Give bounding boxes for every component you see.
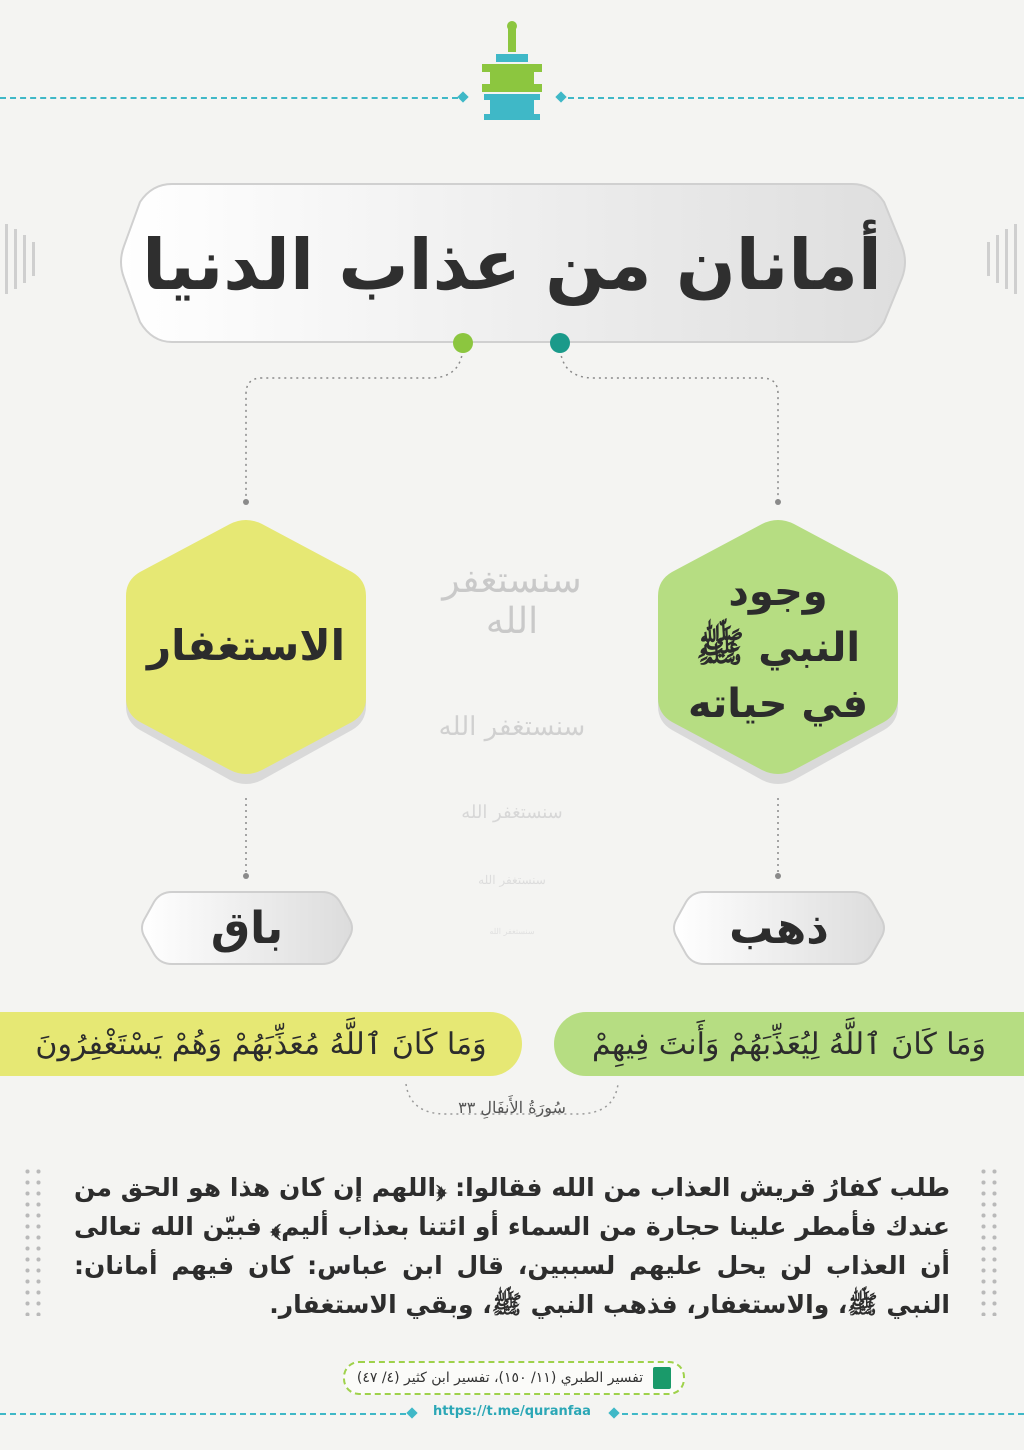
right-hexagon-label xyxy=(652,560,904,736)
footer-divider-left xyxy=(0,1413,406,1415)
center-watermark xyxy=(430,540,594,960)
source-reference xyxy=(343,1361,685,1395)
header-divider-right xyxy=(568,97,1024,99)
watermark-3: سنستغفر الله xyxy=(461,802,563,823)
verse-left-text: وَمَا كَانَ ٱللَّهُ مُعَذِّبَهُمْ وَهُمْ يَسْتَغْفِرُونَ xyxy=(35,1026,487,1062)
connector-dot-right xyxy=(550,333,570,353)
logo-icon xyxy=(474,20,550,124)
dot-grid-left xyxy=(22,1166,44,1316)
surah-reference: سُورَةُ الأَنفَالِ ٣٣ xyxy=(458,1097,566,1117)
dot-grid-right xyxy=(978,1166,1000,1316)
book-icon xyxy=(653,1367,671,1389)
left-pill-label: باق xyxy=(210,902,284,954)
header-divider-left xyxy=(0,97,458,99)
page-title: أمانان من عذاب الدنيا xyxy=(142,224,882,306)
watermark-5: سنستغفر الله xyxy=(489,927,535,936)
logo-text xyxy=(454,124,570,125)
source-text: تفسير الطبري (١١/ ١٥٠)، تفسير ابن كثير (٤/ ٤٧) xyxy=(356,1370,644,1386)
watermark-2: سنستغفر الله xyxy=(438,712,586,742)
explanation-paragraph: طلب كفارُ قريش العذاب من الله فقالوا: ﴿اللهم إن كان هذا هو الحق من عندك فأمطر علينا حجارة من السماء أو ائتنا بعذاب أليم﴾ فبيّن الله تعالى أن العذاب لن يحل عليهم لسببين، قال ابن عباس: كان فيهم أمانان: النبي ﷺ، والاستغفار، فذهب النبي ﷺ، وبقي الاستغفار. xyxy=(74,1173,950,1319)
watermark-4: سنستغفر الله xyxy=(478,873,546,887)
left-hexagon-label: الاستغفار xyxy=(147,620,346,670)
header-diamond-right xyxy=(555,91,566,102)
right-hexagon-line-3: في حياته xyxy=(687,681,869,727)
footer-divider-right xyxy=(622,1413,1024,1415)
telegram-link[interactable]: https://t.me/quranfaa xyxy=(433,1404,591,1419)
right-pill-label: ذهب xyxy=(729,902,829,954)
connector-dot-left xyxy=(453,333,473,353)
right-hexagon-line-2: النبي ﷺ xyxy=(695,625,861,671)
watermark-1: سنستغفر الله xyxy=(442,560,582,642)
logo xyxy=(474,20,550,124)
right-hexagon-line-1: وجود xyxy=(728,569,828,615)
verse-right-text: وَمَا كَانَ ٱللَّهُ لِيُعَذِّبَهُمْ وَأَنتَ فِيهِمْ xyxy=(592,1026,986,1062)
header-diamond-left xyxy=(457,91,468,102)
